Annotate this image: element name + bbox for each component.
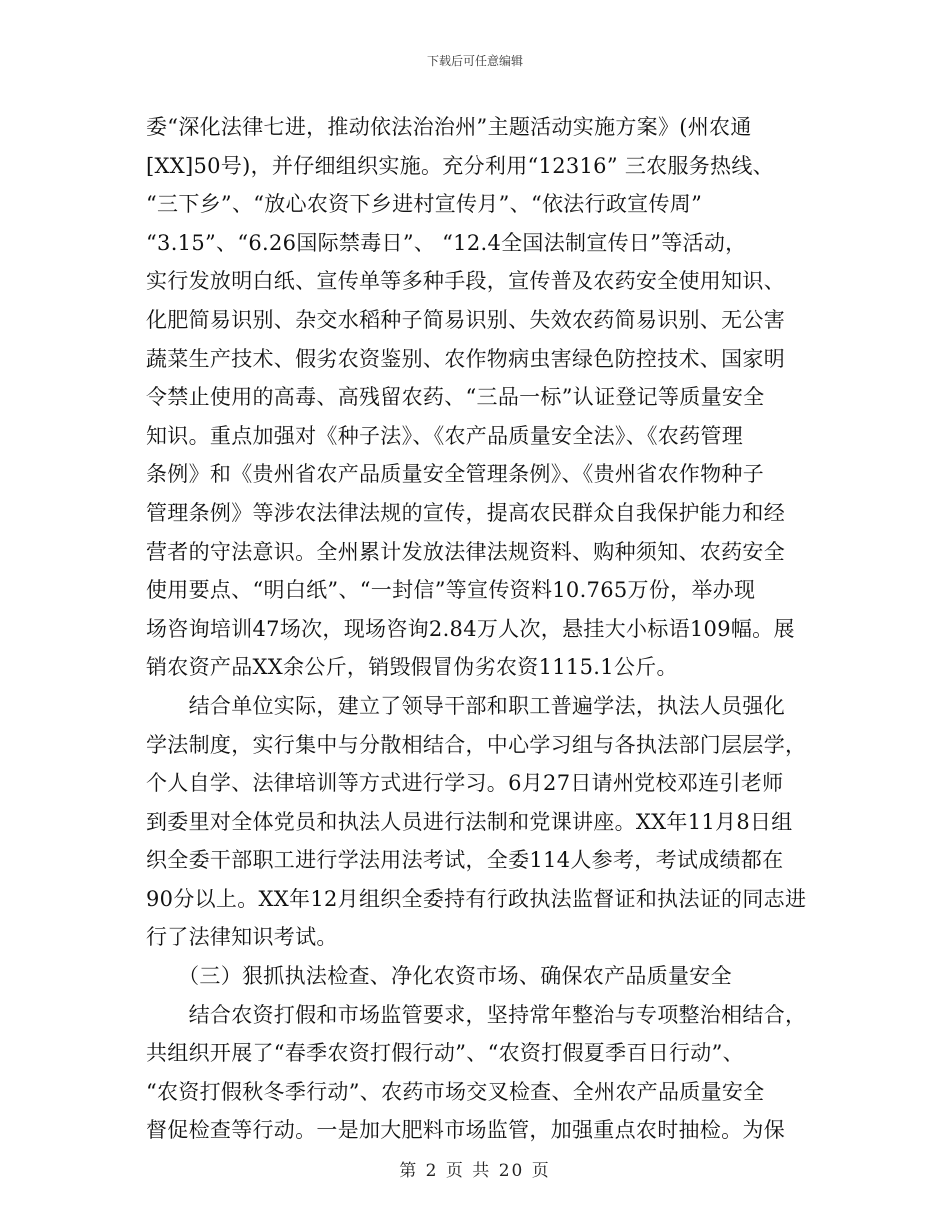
text-line: 知识。重点加强对《种子法》、《农产品质量安全法》、《农药管理 (146, 423, 743, 448)
text-line: 营者的守法意识。全州累计发放法律法规资料、购种须知、农药安全 (146, 539, 785, 564)
text-line: [XX]50号)，并仔细组织实施。充分利用“12316” 三农服务热线、 (146, 153, 774, 178)
text-line: 到委里对全体党员和执法人员进行法制和党课讲座。XX年11月8日组 (146, 809, 793, 834)
text-line: 行了法律知识考试。 (146, 925, 338, 950)
text-line: 90分以上。XX年12月组织全委持有行政执法监督证和执法证的同志进 (146, 886, 807, 911)
text-line: 实行发放明白纸、宣传单等多种手段，宣传普及农药安全使用知识、 (146, 269, 785, 294)
text-line: 令禁止使用的高毒、高残留农药、“三品一标”认证登记等质量安全 (146, 385, 765, 410)
text-line: 结合单位实际，建立了领导干部和职工普遍学法，执法人员强化 (146, 693, 785, 718)
text-line: 场咨询培训47场次，现场咨询2.84万人次，悬挂大小标语109幅。展 (146, 616, 795, 641)
text-line: “3.15”、“6.26国际禁毒日”、 “12.4全国法制宣传日”等活动， (146, 230, 747, 255)
text-line: 个人自学、法律培训等方式进行学习。6月27日请州党校邓连引老师 (146, 771, 784, 796)
text-line: 销农资产品XX余公斤，销毁假冒伪劣农资1115.1公斤。 (146, 655, 678, 680)
text-line: 织全委干部职工进行学法用法考试，全委114人参考，考试成绩都在 (146, 848, 784, 873)
document-body (146, 108, 810, 1150)
text-line: 条例》和《贵州省农产品质量安全管理条例》、《贵州省农作物种子 (146, 462, 764, 487)
text-line: 蔬菜生产技术、假劣农资鉴别、农作物病虫害绿色防控技术、国家明 (146, 346, 785, 371)
section-heading: （三）狠抓执法检查、净化农资市场、确保农产品质量安全 (146, 964, 732, 989)
text-line: 使用要点、“明白纸”、“一封信”等宣传资料10.765万份，举办现 (146, 578, 756, 603)
text-line: 结合农资打假和市场监管要求，坚持常年整治与专项整治相结合， (146, 1002, 807, 1027)
text-line: 委“深化法律七进，推动依法治治州”主题活动实施方案》(州农通 (146, 115, 752, 139)
page-footer: 第 2 页 共 20 页 (399, 1161, 551, 1181)
text-line: “农资打假秋冬季行动”、农药市场交叉检查、全州农产品质量安全 (146, 1079, 765, 1104)
text-line: 学法制度，实行集中与分散相结合，中心学习组与各执法部门层层学， (146, 732, 807, 757)
text-line: 管理条例》等涉农法律法规的宣传，提高农民群众自我保护能力和经 (146, 500, 785, 525)
page-header: 下载后可任意编辑 (426, 54, 523, 68)
text-line: 化肥简易识别、杂交水稻种子简易识别、失效农药简易识别、无公害 (146, 307, 785, 332)
text-line: “三下乡”、“放心农资下乡进村宣传月”、“依法行政宣传周” (146, 192, 703, 217)
text-line: 共组织开展了“春季农资打假行动”、“农资打假夏季百日行动”、 (146, 1041, 744, 1066)
text-line: 督促检查等行动。一是加大肥料市场监管，加强重点农时抽检。为保 (146, 1118, 785, 1143)
